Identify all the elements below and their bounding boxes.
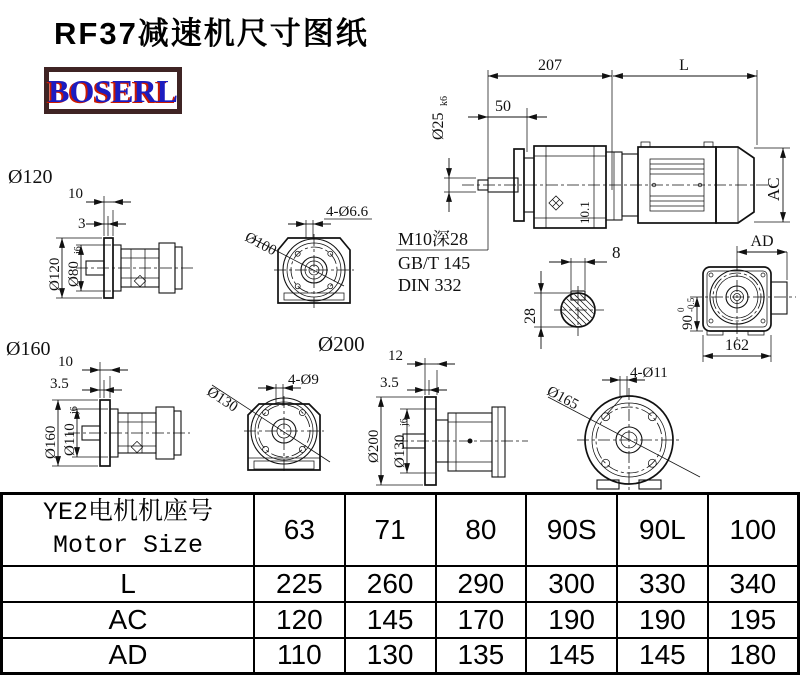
ad-label: AD xyxy=(750,233,774,250)
main-assembly-view xyxy=(462,142,772,228)
rear-view xyxy=(676,233,796,362)
cell: 130 xyxy=(345,638,436,674)
header-motor-size-cell xyxy=(2,494,255,566)
shaft-key-section xyxy=(522,243,621,350)
dim-L-label: L xyxy=(679,57,689,74)
flange100-bc-label: Ø100 xyxy=(242,229,280,260)
flange200-spigot-label: Ø130 xyxy=(392,434,408,468)
header-cn: YE2电机机座号 xyxy=(42,498,213,528)
col-80: 80 xyxy=(436,494,527,566)
cell: 135 xyxy=(436,638,527,674)
flange200-od-label: Ø200 xyxy=(366,429,382,463)
flange160-view xyxy=(6,338,190,466)
flange200-title: Ø200 xyxy=(318,332,365,356)
cell: 225 xyxy=(254,566,345,602)
tap-note: M10深28 xyxy=(398,229,469,249)
col-90S: 90S xyxy=(526,494,617,566)
shaft-dia-tol: k6 xyxy=(439,96,450,106)
cell: 145 xyxy=(526,638,617,674)
flange160-spigot-label: Ø110 xyxy=(62,423,78,456)
cell: 340 xyxy=(708,566,799,602)
flange165-holes-label: 4-Ø11 xyxy=(630,365,668,381)
flange200-dim12: 12 xyxy=(388,348,403,364)
motor-size-table xyxy=(0,492,800,675)
col-100: 100 xyxy=(708,494,799,566)
table-header-row xyxy=(2,494,799,566)
col-90L: 90L xyxy=(617,494,708,566)
svg-text:0: 0 xyxy=(676,307,686,312)
dim-207-label: 207 xyxy=(538,57,562,74)
flange100-holes-label: 4-Ø6.6 xyxy=(326,204,369,220)
inner-dim-label: 10.1 xyxy=(577,201,592,224)
key-width-label: 8 xyxy=(612,243,621,262)
flange165-bc-label: Ø165 xyxy=(544,383,582,414)
flange160-title: Ø160 xyxy=(6,338,51,360)
row-AC-label: AC xyxy=(2,602,255,638)
shaft-dia-dim xyxy=(430,96,476,212)
table-row-AD xyxy=(2,638,799,674)
shaft-height-label: 28 xyxy=(522,308,539,324)
cell: 290 xyxy=(436,566,527,602)
std-note-2: DIN 332 xyxy=(398,275,462,295)
cell: 120 xyxy=(254,602,345,638)
height-90-label xyxy=(676,297,696,330)
flange120-od-label: Ø120 xyxy=(47,257,63,291)
flange200-face-view xyxy=(204,372,330,474)
flange160-dim35: 3.5 xyxy=(50,376,69,392)
width-162-label: 162 xyxy=(725,337,749,354)
header-en: Motor Size xyxy=(52,530,204,560)
row-AD-label: AD xyxy=(2,638,255,674)
cell: 170 xyxy=(436,602,527,638)
cell: 195 xyxy=(708,602,799,638)
svg-text:90: 90 xyxy=(680,315,696,330)
cell: 110 xyxy=(254,638,345,674)
flange160-spigot-tol: j6 xyxy=(69,406,80,414)
cell: 190 xyxy=(617,602,708,638)
cell: 260 xyxy=(345,566,436,602)
flange200-holes-label: 4-Ø9 xyxy=(288,372,319,388)
flange160-dim10: 10 xyxy=(58,354,73,370)
table-row-L xyxy=(2,566,799,602)
cell: 300 xyxy=(526,566,617,602)
dim-207-L-50 xyxy=(468,57,757,250)
cell: 330 xyxy=(617,566,708,602)
table-row-AC xyxy=(2,602,799,638)
shaft-dia-label: Ø25 xyxy=(430,112,447,140)
cell: 145 xyxy=(345,602,436,638)
flange120-view xyxy=(8,166,196,298)
boserl-logo-text: BOSERL xyxy=(48,72,178,109)
row-L-label: L xyxy=(2,566,255,602)
flange200-side-view xyxy=(366,348,528,485)
flange120-dim3: 3 xyxy=(78,216,86,232)
flange120-spigot-tol: j6 xyxy=(73,246,84,254)
ac-label: AC xyxy=(764,177,783,201)
col-63: 63 xyxy=(254,494,345,566)
std-note-1: GB/T 145 xyxy=(398,253,471,273)
flange200-bc-label: Ø130 xyxy=(203,383,241,416)
shaft-end-notes xyxy=(396,229,488,295)
flange165-view xyxy=(544,365,700,492)
flange120-title: Ø120 xyxy=(8,166,53,188)
flange120-dim10: 10 xyxy=(68,186,83,202)
flange200-dim35: 3.5 xyxy=(380,375,399,391)
cell: 180 xyxy=(708,638,799,674)
col-71: 71 xyxy=(345,494,436,566)
cell: 145 xyxy=(617,638,708,674)
dim-50-label: 50 xyxy=(495,98,511,115)
flange100-view xyxy=(242,204,372,308)
svg-text:-0.5: -0.5 xyxy=(686,297,696,312)
flange120-spigot-label: Ø80 xyxy=(66,261,82,287)
page-title: RF37减速机尺寸图纸 xyxy=(54,16,369,51)
flange160-od-label: Ø160 xyxy=(43,425,59,459)
cell: 190 xyxy=(526,602,617,638)
flange200-spigot-tol: j6 xyxy=(399,418,410,426)
